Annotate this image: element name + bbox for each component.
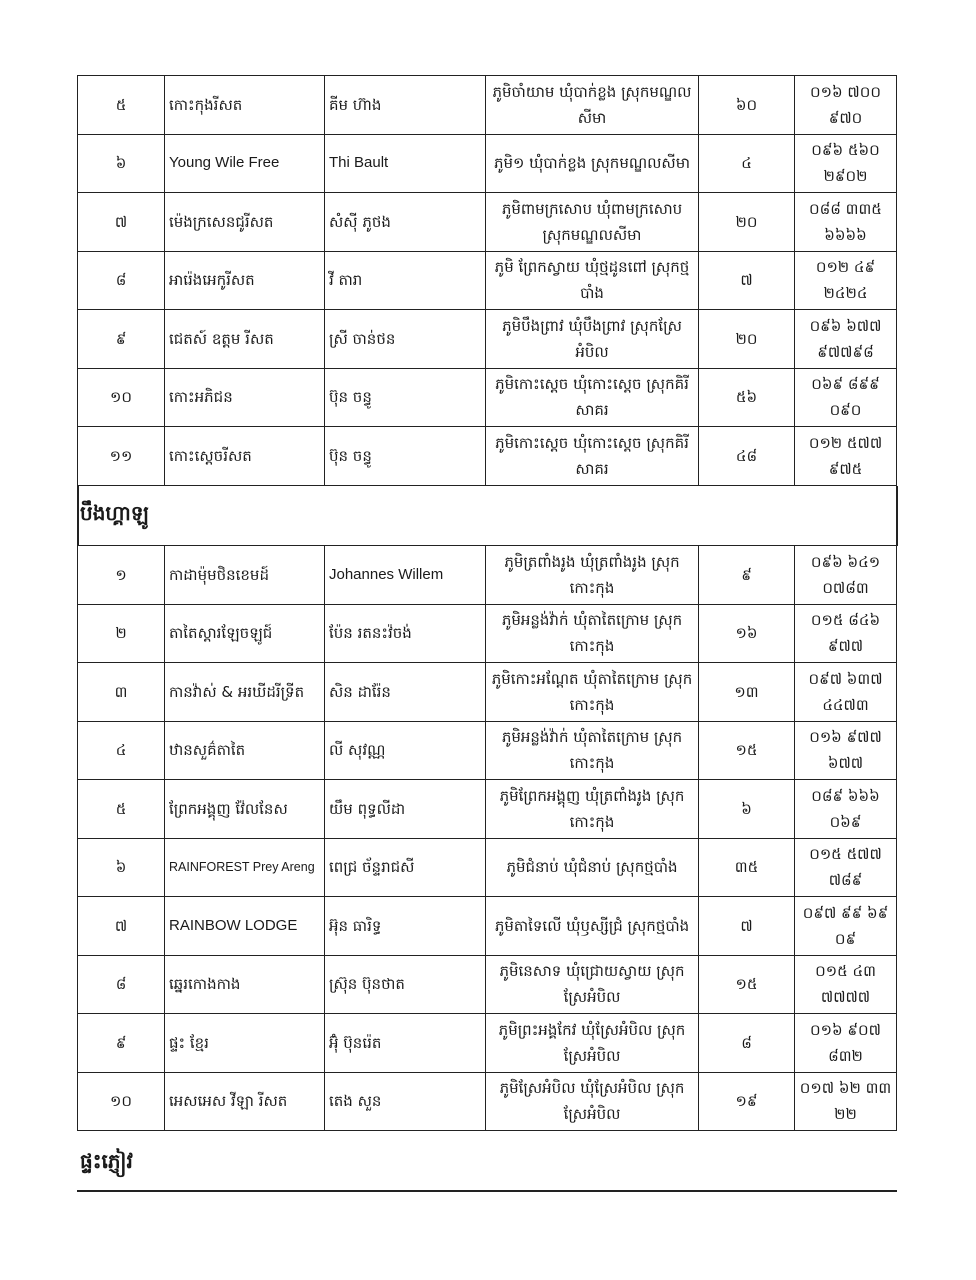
owner-name: ប៊ុន ចន្ធូ: [325, 427, 486, 486]
room-count: ៤: [699, 134, 795, 193]
table-row: [78, 604, 897, 663]
accommodation-name: កោះកុងរីសត: [165, 76, 325, 135]
phone-number: ០៩៧ ៩៩ ៦៩ ០៩: [795, 897, 897, 956]
owner-name: លី សុវណ្ណ: [325, 721, 486, 780]
address: ភូមិព្រះអង្គកែវ ឃុំស្រែអំបិល ស្រុកស្រែអំបិល: [486, 1014, 699, 1073]
table-row: [78, 838, 897, 897]
phone-number: ០១៧ ៦២ ៣៣ ២២: [795, 1072, 897, 1131]
row-number: ៦: [78, 134, 165, 193]
room-count: ១៣: [699, 663, 795, 722]
phone-number: ០៩៦ ៦៤១ ០៧៨៣: [795, 546, 897, 605]
accommodation-name: RAINFOREST Prey Areng: [165, 838, 325, 897]
accommodation-name: ផ្ទះ ខ្មែរ: [165, 1014, 325, 1073]
address: ភូមិព្រែកអង្គុញ ឃុំត្រពាំងរូង ស្រុកកោះកុង: [486, 780, 699, 839]
phone-number: ០១៥ ៥៧៧ ៧៨៩: [795, 838, 897, 897]
table-row: [78, 955, 897, 1014]
address: ភូមិពាមក្រសោប ឃុំពាមក្រសោប ស្រុកមណ្ឌលសីមា: [486, 193, 699, 252]
table-row: [78, 663, 897, 722]
table-row: [78, 134, 897, 193]
phone-number: ០៩៧ ៦៣៧ ៤៤៧៣: [795, 663, 897, 722]
room-count: ១៦: [699, 604, 795, 663]
table-row: [78, 1014, 897, 1073]
row-number: ៧: [78, 897, 165, 956]
room-count: ៦០: [699, 76, 795, 135]
phone-number: ០១៦ ៧០០ ៩៧០: [795, 76, 897, 135]
phone-number: ០១៦ ៩៧៧ ៦៧៧: [795, 721, 897, 780]
table-row: [78, 897, 897, 956]
address: ភូមិកោះស្ដេច ឃុំកោះស្ដេច ស្រុកគិរីសាគរ: [486, 368, 699, 427]
address: ភូមិនេសាទ ឃុំជ្រោយស្វាយ ស្រុកស្រែអំបិល: [486, 955, 699, 1014]
section-border-right: [896, 486, 898, 546]
room-count: ១៥: [699, 955, 795, 1014]
address: ភូមិស្រែអំបិល ឃុំស្រែអំបិល ស្រុកស្រែអំបិល: [486, 1072, 699, 1131]
accommodation-name: កាដាម៉ុមថិនខេមដ៍: [165, 546, 325, 605]
address: ភូមិ១ ឃុំបាក់ខ្លង ស្រុកមណ្ឌលសីមា: [486, 134, 699, 193]
row-number: ១: [78, 546, 165, 605]
owner-name: យឹម ពុទ្ធលីដា: [325, 780, 486, 839]
owner-name: សំស៊ី ភូថង: [325, 193, 486, 252]
table-row: [78, 76, 897, 135]
room-count: ១៥: [699, 721, 795, 780]
owner-name: សិន ដារ៉ែន: [325, 663, 486, 722]
address: ភូមិអន្លង់វ៉ាក់ ឃុំតាតៃក្រោម ស្រុកកោះកុង: [486, 721, 699, 780]
owner-name: អ៊ុំ ប៊ុនរ៉េត: [325, 1014, 486, 1073]
address: ភូមិជំនាប់ ឃុំជំនាប់ ស្រុកថ្មបាំង: [486, 838, 699, 897]
table-row: [78, 721, 897, 780]
owner-name: Johannes Willem: [325, 546, 486, 605]
row-number: ៥: [78, 780, 165, 839]
owner-name: វី តារា: [325, 251, 486, 310]
address: ភូមិបឹងព្រាវ ឃុំបឹងព្រាវ ស្រុកស្រែអំបិល: [486, 310, 699, 369]
accommodation-table-1: [77, 75, 897, 486]
accommodation-name: ម៉េងក្រសេនជូរីសត: [165, 193, 325, 252]
accommodation-name: ឋានសួគ៌តាតៃ: [165, 721, 325, 780]
table-row: [78, 310, 897, 369]
phone-number: ០១៥ ៨៤៦ ៩៧៧: [795, 604, 897, 663]
row-number: ៨: [78, 251, 165, 310]
accommodation-name: កានវ៉ាស់ & អរឃីដរីទ្រីត: [165, 663, 325, 722]
room-count: ២០: [699, 193, 795, 252]
row-number: ៨: [78, 955, 165, 1014]
owner-name: គីម ហ៊ាង: [325, 76, 486, 135]
table-row: [78, 251, 897, 310]
phone-number: ០១២ ៤៩ ២៤២៤: [795, 251, 897, 310]
row-number: ៣: [78, 663, 165, 722]
row-number: ៤: [78, 721, 165, 780]
phone-number: ០១៥ ៤៣ ៧៧៧៧: [795, 955, 897, 1014]
owner-name: ស្រី ចាន់ថន: [325, 310, 486, 369]
owner-name: ប៊ុន ចន្ធូ: [325, 368, 486, 427]
table-row: [78, 780, 897, 839]
owner-name: ពេជ្រ ច័ន្ទរាជសី: [325, 838, 486, 897]
row-number: ៧: [78, 193, 165, 252]
room-count: ២០: [699, 310, 795, 369]
phone-number: ០១៦ ៩០៧ ៨៣២: [795, 1014, 897, 1073]
phone-number: ០៨៩ ៦៦៦ ០៦៩: [795, 780, 897, 839]
table-row: [78, 193, 897, 252]
room-count: ១៩: [699, 1072, 795, 1131]
address: ភូមិតាទៃលើ ឃុំឫស្សីជ្រំ ស្រុកថ្មបាំង: [486, 897, 699, 956]
accommodation-name: កោះអភិជន: [165, 368, 325, 427]
accommodation-name: តាតៃស្ដារឡែចឡូជ៍: [165, 604, 325, 663]
address: ភូមិ ព្រែកស្វាយ ឃុំថ្មដូនពៅ ស្រុកថ្មបាំង: [486, 251, 699, 310]
address: ភូមិចាំយាម ឃុំបាក់ខ្លង ស្រុកមណ្ឌលសីមា: [486, 76, 699, 135]
phone-number: ០៩៦ ៦៧៧ ៩៧៧៩៨: [795, 310, 897, 369]
table-row: [78, 427, 897, 486]
row-number: ១១: [78, 427, 165, 486]
accommodation-table-2: [77, 545, 897, 1131]
accommodation-name: កោះស្ដេចរីសត: [165, 427, 325, 486]
row-number: ២: [78, 604, 165, 663]
room-count: ៣៥: [699, 838, 795, 897]
accommodation-name: Young Wile Free: [165, 134, 325, 193]
table-row: [78, 1072, 897, 1131]
accommodation-name: អារ៉េងអេកូរីសត: [165, 251, 325, 310]
room-count: ៨: [699, 1014, 795, 1073]
owner-name: ស៊្រុន ប៊ុនថាត: [325, 955, 486, 1014]
section-title-guesthouse: ផ្ទះភ្ញៀវ: [80, 1149, 133, 1173]
accommodation-name: ជេតស៍ ឧត្តម រីសត: [165, 310, 325, 369]
table-row: [78, 546, 897, 605]
room-count: ៩: [699, 546, 795, 605]
room-count: ៧: [699, 251, 795, 310]
row-number: ៥: [78, 76, 165, 135]
accommodation-name: ឆ្នេរកោងកាង: [165, 955, 325, 1014]
room-count: ៧: [699, 897, 795, 956]
section-border-left: [77, 486, 79, 546]
row-number: ១០: [78, 1072, 165, 1131]
row-number: ៦: [78, 838, 165, 897]
phone-number: ០៨៨ ៣៣៥ ៦៦៦៦: [795, 193, 897, 252]
bottom-rule: [77, 1190, 897, 1192]
table-row: [78, 368, 897, 427]
row-number: ១០: [78, 368, 165, 427]
phone-number: ០១២ ៥៧៧ ៩៧៥: [795, 427, 897, 486]
address: ភូមិកោះអណ្ដែត ឃុំតាតៃក្រោម ស្រុកកោះកុង: [486, 663, 699, 722]
accommodation-name: អេសអេស វីឡា រីសត: [165, 1072, 325, 1131]
owner-name: Thi Bault: [325, 134, 486, 193]
phone-number: ០៦៩ ៨៩៩ ០៩០: [795, 368, 897, 427]
owner-name: អ៊ុន ធារិទ្ធ: [325, 897, 486, 956]
accommodation-name: RAINBOW LODGE: [165, 897, 325, 956]
room-count: ៤៨: [699, 427, 795, 486]
room-count: ៦: [699, 780, 795, 839]
owner-name: ប៉ែន រតនះវ៉ចង់: [325, 604, 486, 663]
address: ភូមិអន្លង់វ៉ាក់ ឃុំតាតៃក្រោម ស្រុកកោះកុង: [486, 604, 699, 663]
row-number: ៩: [78, 310, 165, 369]
accommodation-name: ព្រែកអង្គុញ វ៉ែលនែស: [165, 780, 325, 839]
owner-name: តេង សួន: [325, 1072, 486, 1131]
phone-number: ០៩៦ ៥៦០ ២៩០២: [795, 134, 897, 193]
address: ភូមិត្រពាំងរូង ឃុំត្រពាំងរូង ស្រុកកោះកុង: [486, 546, 699, 605]
address: ភូមិកោះស្ដេច ឃុំកោះស្ដេច ស្រុកគិរីសាគរ: [486, 427, 699, 486]
row-number: ៩: [78, 1014, 165, 1073]
section-title-bungalow: បឹងហ្គាឡូ: [80, 501, 149, 525]
room-count: ៥៦: [699, 368, 795, 427]
